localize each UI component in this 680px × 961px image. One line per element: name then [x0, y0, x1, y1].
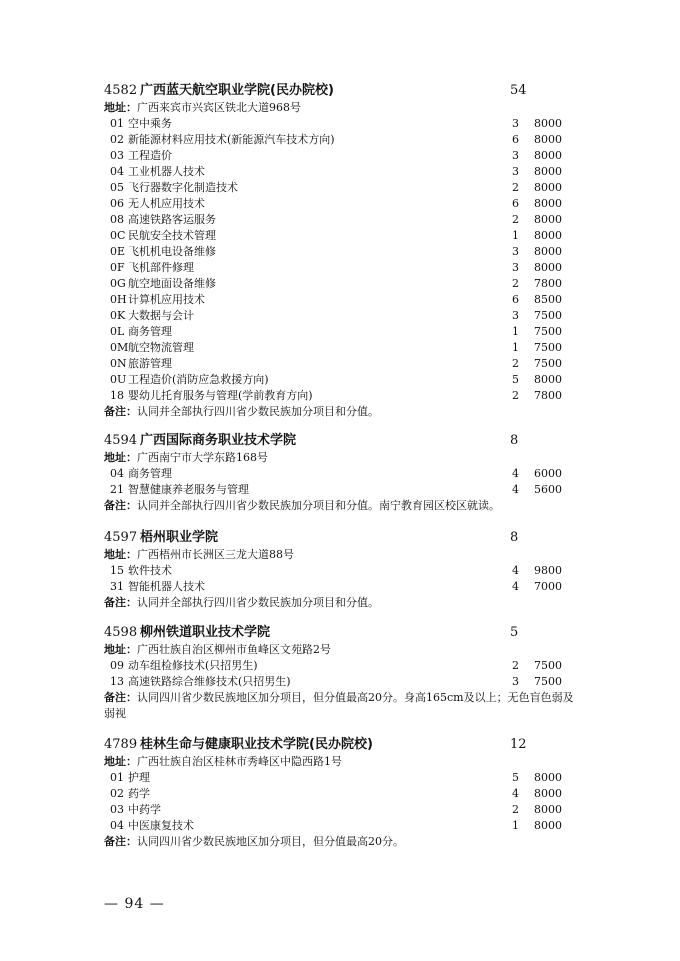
major-count: 3 — [512, 675, 519, 688]
major-count: 2 — [512, 277, 519, 290]
school-block — [104, 432, 574, 514]
major-code: 0E — [110, 245, 126, 258]
school-note — [104, 498, 574, 514]
major-code: 03 — [110, 149, 124, 162]
major-row — [104, 116, 574, 132]
major-code: 02 — [110, 787, 124, 800]
school-name: 广西蓝天航空职业学院(民办院校) — [140, 83, 334, 98]
major-name: 药学 — [128, 787, 150, 800]
major-name: 飞机部件修理 — [128, 261, 194, 274]
school-header — [104, 529, 574, 547]
major-fee: 7500 — [534, 341, 562, 354]
major-count: 2 — [512, 357, 519, 370]
major-code: 0H — [110, 293, 127, 306]
address-value: 广西梧州市长洲区三龙大道88号 — [137, 548, 294, 561]
major-fee: 6000 — [534, 467, 562, 480]
school-code: 4594 — [104, 433, 138, 448]
major-code: 05 — [110, 181, 124, 194]
major-row — [104, 818, 574, 834]
school-block — [104, 529, 574, 611]
major-fee: 8000 — [534, 803, 562, 816]
school-name: 桂林生命与健康职业技术学院(民办院校) — [140, 737, 373, 752]
major-row — [104, 292, 574, 308]
major-name: 工业机器人技术 — [128, 165, 205, 178]
major-name: 航空物流管理 — [128, 341, 194, 354]
major-fee: 5600 — [534, 483, 562, 496]
major-code: 0C — [110, 229, 126, 242]
school-total-count: 12 — [510, 737, 527, 752]
school-header — [104, 624, 574, 642]
school-address — [104, 100, 574, 116]
major-fee: 7800 — [534, 277, 562, 290]
major-name: 高速铁路综合维修技术(只招男生) — [128, 675, 291, 688]
major-count: 1 — [512, 325, 519, 338]
major-row — [104, 388, 574, 404]
major-code: 0K — [110, 309, 126, 322]
major-row — [104, 770, 574, 786]
school-total-count: 8 — [510, 433, 519, 448]
major-name: 飞行器数字化制造技术 — [128, 181, 238, 194]
major-name: 中医康复技术 — [128, 819, 194, 832]
major-row — [104, 482, 574, 498]
major-count: 1 — [512, 341, 519, 354]
major-name: 计算机应用技术 — [128, 293, 205, 306]
major-count: 2 — [512, 389, 519, 402]
major-row — [104, 340, 574, 356]
major-code: 0G — [110, 277, 126, 290]
major-count: 4 — [512, 467, 519, 480]
major-fee: 7500 — [534, 325, 562, 338]
major-code: 0N — [110, 357, 127, 370]
school-note — [104, 404, 574, 420]
major-row — [104, 324, 574, 340]
major-code: 0M — [110, 341, 129, 354]
major-fee: 8000 — [534, 261, 562, 274]
major-row — [104, 786, 574, 802]
major-row — [104, 563, 574, 579]
major-fee: 8000 — [534, 245, 562, 258]
school-total-count: 5 — [510, 625, 519, 640]
major-row — [104, 244, 574, 260]
major-fee: 8000 — [534, 213, 562, 226]
school-note — [104, 690, 574, 722]
school-block — [104, 736, 574, 850]
major-row — [104, 466, 574, 482]
address-value: 广西来宾市兴宾区铁北大道968号 — [137, 101, 301, 114]
major-name: 智能机器人技术 — [128, 580, 205, 593]
address-label: 地址： — [104, 101, 137, 114]
major-fee: 8000 — [534, 373, 562, 386]
major-count: 5 — [512, 373, 519, 386]
major-count: 4 — [512, 787, 519, 800]
note-value: 认同四川省少数民族地区加分项目，但分值最高20分。 — [137, 835, 404, 848]
major-row — [104, 132, 574, 148]
school-code: 4598 — [104, 625, 138, 640]
major-fee: 8000 — [534, 197, 562, 210]
major-code: 01 — [110, 771, 124, 784]
major-count: 6 — [512, 133, 519, 146]
note-value: 认同四川省少数民族地区加分项目，但分值最高20分。身高165cm及以上；无色盲色弱及弱视 — [104, 691, 574, 720]
school-code: 4597 — [104, 530, 138, 545]
major-fee: 8000 — [534, 819, 562, 832]
major-name: 工程造价 — [128, 149, 172, 162]
address-value: 广西壮族自治区桂林市秀峰区中隐西路1号 — [137, 755, 342, 768]
note-value: 认同并全部执行四川省少数民族加分项目和分值。 — [137, 405, 379, 418]
major-fee: 8000 — [534, 771, 562, 784]
major-name: 无人机应用技术 — [128, 197, 205, 210]
major-code: 08 — [110, 213, 124, 226]
major-name: 新能源材料应用技术(新能源汽车技术方向) — [128, 133, 335, 146]
major-name: 航空地面设备维修 — [128, 277, 216, 290]
note-value: 认同并全部执行四川省少数民族加分项目和分值。南宁教育园区校区就读。 — [137, 499, 500, 512]
major-row — [104, 148, 574, 164]
address-label: 地址： — [104, 755, 137, 768]
school-header — [104, 432, 574, 450]
address-value: 广西壮族自治区柳州市鱼峰区文苑路2号 — [137, 643, 331, 656]
major-row — [104, 802, 574, 818]
major-fee: 8000 — [534, 181, 562, 194]
school-header — [104, 736, 574, 754]
school-note — [104, 595, 574, 611]
major-fee: 8000 — [534, 149, 562, 162]
major-count: 3 — [512, 309, 519, 322]
major-count: 3 — [512, 165, 519, 178]
major-fee: 8000 — [534, 133, 562, 146]
major-code: 02 — [110, 133, 124, 146]
major-name: 飞机机电设备维修 — [128, 245, 216, 258]
major-fee: 9800 — [534, 564, 562, 577]
major-row — [104, 276, 574, 292]
major-row — [104, 164, 574, 180]
school-address — [104, 754, 574, 770]
major-fee: 8000 — [534, 165, 562, 178]
major-name: 商务管理 — [128, 467, 172, 480]
major-name: 高速铁路客运服务 — [128, 213, 216, 226]
note-label: 备注： — [104, 691, 137, 704]
major-row — [104, 356, 574, 372]
address-label: 地址： — [104, 643, 137, 656]
major-count: 1 — [512, 819, 519, 832]
note-label: 备注： — [104, 405, 137, 418]
major-name: 软件技术 — [128, 564, 172, 577]
major-name: 空中乘务 — [128, 117, 172, 130]
major-row — [104, 260, 574, 276]
major-name: 动车组检修技术(只招男生) — [128, 659, 258, 672]
school-address — [104, 547, 574, 563]
major-code: 18 — [110, 389, 124, 402]
major-count: 2 — [512, 181, 519, 194]
major-fee: 7500 — [534, 659, 562, 672]
major-count: 2 — [512, 803, 519, 816]
major-name: 民航安全技术管理 — [128, 229, 216, 242]
school-header — [104, 82, 574, 100]
major-code: 04 — [110, 165, 124, 178]
major-row — [104, 658, 574, 674]
major-count: 3 — [512, 117, 519, 130]
major-row — [104, 674, 574, 690]
major-code: 21 — [110, 483, 124, 496]
major-count: 4 — [512, 483, 519, 496]
major-row — [104, 212, 574, 228]
school-name: 广西国际商务职业技术学院 — [140, 433, 297, 448]
major-code: 0F — [110, 261, 125, 274]
major-name: 商务管理 — [128, 325, 172, 338]
school-note — [104, 834, 574, 850]
school-block — [104, 82, 574, 420]
major-code: 01 — [110, 117, 124, 130]
major-row — [104, 308, 574, 324]
note-label: 备注： — [104, 596, 137, 609]
major-row — [104, 228, 574, 244]
major-count: 4 — [512, 580, 519, 593]
major-name: 智慧健康养老服务与管理 — [128, 483, 249, 496]
school-code: 4582 — [104, 83, 138, 98]
major-fee: 8000 — [534, 117, 562, 130]
major-count: 6 — [512, 293, 519, 306]
major-fee: 7500 — [534, 357, 562, 370]
major-code: 03 — [110, 803, 124, 816]
major-code: 09 — [110, 659, 124, 672]
major-row — [104, 372, 574, 388]
school-total-count: 8 — [510, 530, 519, 545]
school-name: 柳州铁道职业技术学院 — [140, 625, 271, 640]
major-code: 06 — [110, 197, 124, 210]
major-code: 13 — [110, 675, 124, 688]
major-fee: 7000 — [534, 580, 562, 593]
note-value: 认同并全部执行四川省少数民族加分项目和分值。 — [137, 596, 379, 609]
address-label: 地址： — [104, 451, 137, 464]
major-count: 1 — [512, 229, 519, 242]
major-row — [104, 180, 574, 196]
major-row — [104, 579, 574, 595]
school-name: 梧州职业学院 — [140, 530, 219, 545]
major-count: 3 — [512, 149, 519, 162]
major-count: 5 — [512, 771, 519, 784]
major-count: 2 — [512, 659, 519, 672]
major-count: 4 — [512, 564, 519, 577]
major-name: 旅游管理 — [128, 357, 172, 370]
major-code: 04 — [110, 819, 124, 832]
major-count: 3 — [512, 245, 519, 258]
major-name: 婴幼儿托育服务与管理(学前教育方向) — [128, 389, 313, 402]
major-code: 0L — [110, 325, 125, 338]
major-fee: 7800 — [534, 389, 562, 402]
major-name: 中药学 — [128, 803, 161, 816]
major-code: 15 — [110, 564, 124, 577]
major-name: 大数据与会计 — [128, 309, 194, 322]
major-code: 04 — [110, 467, 124, 480]
note-label: 备注： — [104, 499, 137, 512]
major-fee: 8000 — [534, 787, 562, 800]
major-row — [104, 196, 574, 212]
note-label: 备注： — [104, 835, 137, 848]
major-count: 3 — [512, 261, 519, 274]
major-code: 0U — [110, 373, 127, 386]
school-code: 4789 — [104, 737, 138, 752]
major-fee: 7500 — [534, 675, 562, 688]
address-value: 广西南宁市大学东路168号 — [137, 451, 268, 464]
major-count: 2 — [512, 213, 519, 226]
major-name: 护理 — [128, 771, 150, 784]
address-label: 地址： — [104, 548, 137, 561]
school-address — [104, 642, 574, 658]
major-fee: 8000 — [534, 229, 562, 242]
school-address — [104, 450, 574, 466]
major-name: 工程造价(消防应急救援方向) — [128, 373, 269, 386]
major-fee: 7500 — [534, 309, 562, 322]
school-total-count: 54 — [510, 83, 527, 98]
major-code: 31 — [110, 580, 124, 593]
major-count: 6 — [512, 197, 519, 210]
school-block — [104, 624, 574, 722]
major-fee: 8500 — [534, 293, 562, 306]
page-number: — 94 — — [104, 896, 165, 912]
